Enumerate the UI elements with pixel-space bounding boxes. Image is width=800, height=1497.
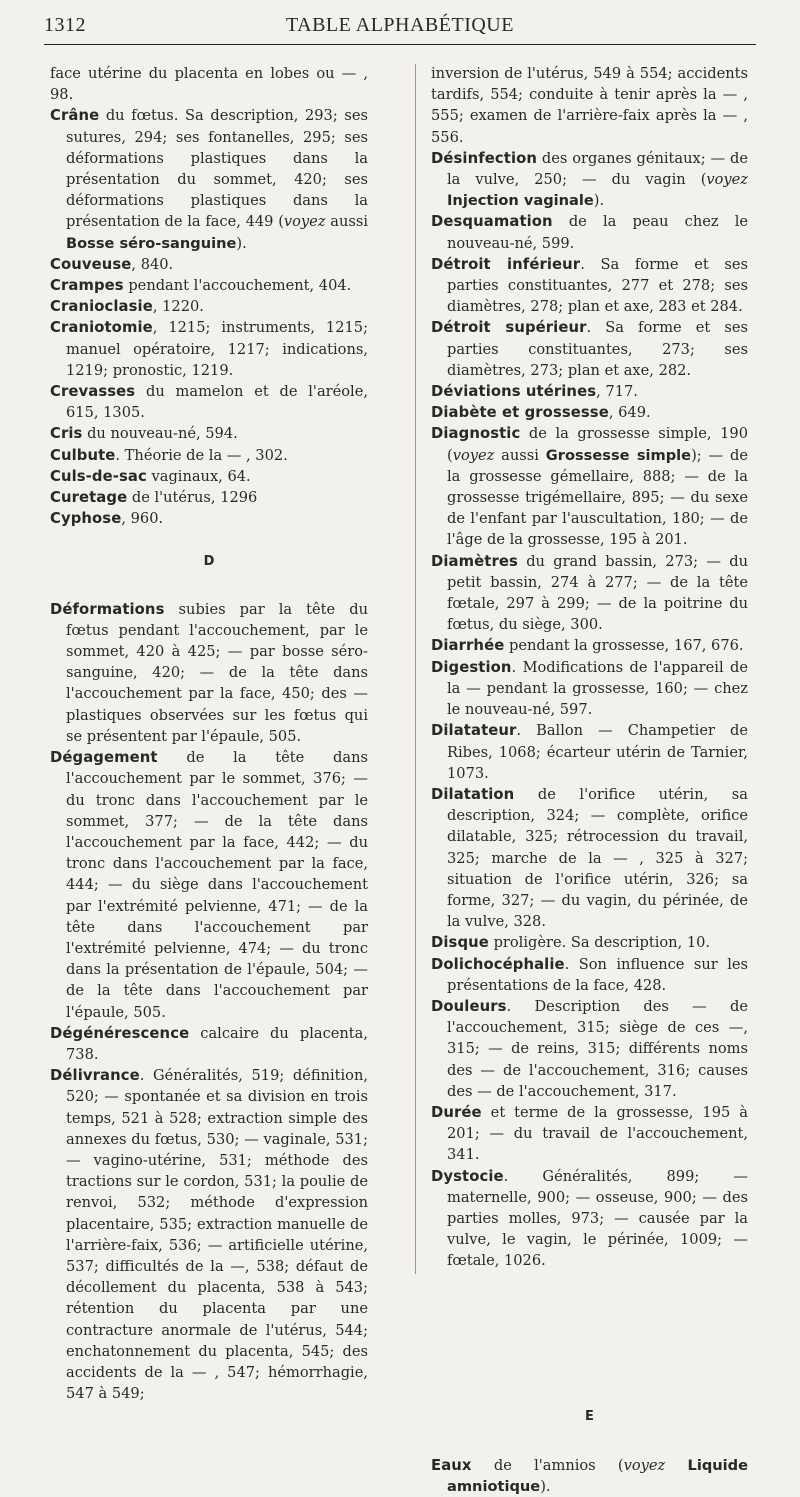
- index-entry: [50, 747, 368, 1023]
- index-entry: [431, 148, 748, 212]
- entry-text: inversion de l'utérus, 549 à 554; accidents tardifs, 554; conduite à tenir après la — , 555; examen de l'arrière-faix après la — , 556.: [431, 65, 748, 146]
- entry-text: ).: [236, 234, 247, 252]
- entry-text: . Sa forme et ses parties constituantes, 277 et 278; ses diamètres, 278; plan et axe, 283 et 284.: [447, 255, 748, 316]
- entry-text: aussi: [494, 446, 546, 464]
- entry-text: aussi: [325, 213, 368, 231]
- entry-text: de l'amnios (: [471, 1456, 624, 1474]
- entry-text: ).: [540, 1477, 551, 1495]
- entry-text: . Son influence sur les présentations de la face, 428.: [447, 955, 748, 994]
- entry-term: Diarrhée: [431, 637, 505, 655]
- entry-term: Douleurs: [431, 997, 507, 1015]
- entry-term: Diabète et grossesse: [431, 404, 609, 422]
- index-entry: [431, 996, 748, 1102]
- entry-text: ).: [593, 192, 605, 210]
- entry-text: subies par la tête du fœtus pendant l'accouchement, par le sommet, 420 à 425; — par bosse séro-sanguine, 420; — de la tête dans l'accouchement par la face, 450; des — plastiques observées sur les fœtus qui se présentent par l'épaule, 505.: [66, 600, 368, 745]
- entry-text: et terme de la grossesse, 195 à 201; — du travail de l'accouchement, 341.: [447, 1103, 748, 1164]
- running-title: TABLE ALPHABÉTIQUE: [286, 14, 514, 36]
- entry-term: Crevasses: [50, 383, 136, 401]
- entry-term: Dilatateur: [431, 722, 517, 740]
- entry-term: Cris: [50, 425, 83, 443]
- entry-term: Disque: [431, 934, 489, 952]
- entry-term: Cranioclasie: [50, 298, 153, 316]
- entry-term: Dilatation: [431, 785, 515, 803]
- entry-text: . Sa forme et ses parties constituantes, 273; ses diamètres, 273; plan et axe, 282.: [447, 319, 748, 379]
- entry-text: . Ballon — Champetier de Ribes, 1068; écarteur utérin de Tarnier, 1073.: [447, 722, 748, 782]
- index-entry: [431, 954, 748, 996]
- index-entry: [50, 317, 368, 381]
- index-entry: [50, 423, 368, 444]
- cross-reference: Grossesse simple: [545, 446, 692, 464]
- entry-text: . Théorie de la — , 302.: [115, 446, 288, 464]
- column-divider: [415, 64, 416, 1274]
- entry-text: du nouveau-né, 594.: [82, 425, 238, 443]
- entry-text: du fœtus. Sa description, 293; ses sutures, 294; ses fontanelles, 295; ses déformations plastiques dans la présentation du sommet, 420; ses déformations plastiques dans la présentation de la face, 449 (: [66, 107, 368, 231]
- entry-text: ); — de la grossesse gémellaire, 888; — de la grossesse trigémellaire, 895; — du sexe de l'enfant par l'auscultation, 180; — de l'âge de la grossesse, 195 à 201.: [447, 446, 748, 549]
- entry-text: . Généralités, 899; — maternelle, 900; — osseuse, 900; — des parties molles, 973; — causée par la vulve, le vagin, le périnée, 1009; — fœtale, 1026.: [447, 1167, 748, 1270]
- entry-term: Craniotomie: [50, 319, 153, 337]
- entry-term: Désinfection: [431, 149, 538, 167]
- entry-text: , 960.: [121, 510, 164, 528]
- index-entry: [431, 381, 748, 402]
- entry-term: Détroit supérieur: [431, 319, 587, 337]
- index-entry: [50, 63, 368, 105]
- entry-text: pendant l'accouchement, 404.: [123, 277, 352, 295]
- left-column: [50, 63, 368, 1404]
- entries-c: [50, 63, 368, 529]
- index-entry: [431, 1102, 748, 1166]
- entry-text: proligère. Sa description, 10.: [488, 934, 711, 952]
- index-entry: [431, 1455, 748, 1497]
- entry-term: Culbute: [50, 446, 116, 464]
- entry-text: , 649.: [608, 404, 651, 422]
- entry-term: Digestion: [431, 658, 512, 676]
- entry-text: calcaire du placenta, 738.: [66, 1024, 368, 1063]
- index-entry: [431, 720, 748, 784]
- index-entry: [431, 317, 748, 381]
- index-entry: [431, 423, 748, 550]
- index-entry: [431, 635, 748, 656]
- entry-term: Crâne: [50, 107, 100, 125]
- entry-text: de la peau chez le nouveau-né, 599.: [447, 213, 748, 252]
- index-entry: [431, 657, 748, 721]
- index-entry: [431, 254, 748, 318]
- index-entry: [431, 1166, 748, 1272]
- cross-reference: Injection vaginale: [447, 192, 594, 210]
- index-entry: [431, 63, 748, 148]
- entry-term: Desquamation: [431, 213, 553, 231]
- entry-term: Durée: [431, 1103, 482, 1121]
- page-number: 1312: [44, 14, 86, 36]
- index-entry: [50, 105, 368, 253]
- index-entry: [50, 487, 368, 508]
- index-entry: [50, 296, 368, 317]
- entry-text: , 717.: [596, 383, 638, 401]
- index-entry: [50, 445, 368, 466]
- entries-d-continued: [431, 63, 748, 1272]
- entry-text: du grand bassin, 273; — du petit bassin, 274 à 277; — de la tête fœtale, 297 à 299; — de la poitrine du fœtus, du siège, 300.: [447, 552, 748, 634]
- entry-text: . Description des — de l'accouchement, 315; siège de ces —, 315; — de reins, 315; différents noms des — de l'accouchement, 316; causes des — de l'accouchement, 317.: [447, 997, 748, 1100]
- entry-term: Crampes: [50, 277, 124, 295]
- index-entry: [50, 1023, 368, 1065]
- voyez-label: voyez: [452, 446, 495, 464]
- entry-term: Dégénérescence: [50, 1024, 190, 1042]
- index-entry: [50, 254, 368, 275]
- entry-text: de la tête dans l'accouchement par le sommet, 376; — du tronc dans l'accouchement par le sommet, 377; — de la tête dans l'accouchement par la face, 442; — du tronc dans l'accouchement par la face, 444; — du siège dans l'accouchement par l'extrémité pelvienne, 471; — de la tête dans l'accouchement par l'extrémité pelvienne, 474; — du tronc dans la présentation de l'épaule, 504; — de la tête dans l'accouchement par l'épaule, 505.: [66, 749, 368, 1021]
- entry-text: pendant la grossesse, 167, 676.: [504, 637, 744, 655]
- entry-text: . Modifications de l'appareil de la — pendant la grossesse, 160; — chez le nouveau-né, 597.: [447, 658, 748, 719]
- entry-term: Délivrance: [50, 1067, 140, 1085]
- page-header: [44, 14, 756, 42]
- entry-term: Diagnostic: [431, 425, 521, 443]
- entry-text: . Généralités, 519; définition, 520; — spontanée et sa division en trois temps, 521 à 528; extraction simple des annexes du fœtus, 530; — vaginale, 531; — vagino-utérine, 531; méthode des tractions sur le cordon, 531; la poulie de renvoi, 532; méthode d'expression placentaire, 535; extraction manuelle de l'arrière-faix, 536; — artificielle utérine, 537; difficultés de la —, 538; défaut de décollement du placenta, 538 à 543; rétention du placenta par une contracture anormale de l'utérus, 544; enchatonnement du placenta, 545; des accidents de la — , 547; hémorrhagie, 547 à 549;: [66, 1067, 368, 1403]
- entry-text: de l'orifice utérin, sa description, 324; — complète, orifice dilatable, 325; rétrocession du travail, 325; marche de la — , 325 à 327; situation de l'orifice utérin, 326; sa forme, 327; — du vagin, du périnée, de la vulve, 328.: [447, 785, 748, 931]
- entries-e: [431, 1455, 748, 1497]
- voyez-label: voyez: [706, 171, 748, 189]
- entry-text: des organes génitaux; — de la vulve, 250; — du vagin (: [447, 149, 748, 189]
- index-entry: [50, 1065, 368, 1404]
- entry-text: , 1215; instruments, 1215; manuel opératoire, 1217; indications, 1219; pronostic, 1219.: [66, 319, 368, 379]
- right-column: [431, 63, 748, 1497]
- entry-text: de la grossesse simple, 190 (: [447, 425, 748, 464]
- cross-reference: Liquide amniotique: [447, 1456, 749, 1495]
- entry-text: , 1220.: [152, 298, 204, 316]
- entry-term: Dolichocéphalie: [431, 955, 565, 973]
- entry-term: Culs-de-sac: [50, 467, 147, 485]
- section-letter-e: E: [585, 1408, 594, 1424]
- cross-reference: Bosse séro-sanguine: [66, 234, 237, 252]
- header-rule: [44, 44, 756, 45]
- index-entry: [431, 784, 748, 932]
- entry-term: Dystocie: [431, 1167, 504, 1185]
- entry-text: de l'utérus, 1296: [127, 489, 258, 507]
- index-entry: [50, 381, 368, 423]
- index-entry: [431, 402, 748, 423]
- entry-text: vaginaux, 64.: [146, 467, 251, 485]
- entry-term: Déformations: [50, 600, 165, 618]
- voyez-label: voyez: [283, 213, 326, 231]
- entry-term: Dégagement: [50, 749, 158, 767]
- section-letter-d: D: [203, 554, 215, 570]
- entry-text: du mamelon et de l'aréole, 615, 1305.: [66, 383, 368, 422]
- entry-term: Diamètres: [431, 552, 518, 570]
- entries-d: [50, 599, 368, 1405]
- entry-term: Cyphose: [50, 510, 122, 528]
- index-entry: [50, 275, 368, 296]
- entry-term: Déviations utérines: [431, 383, 597, 401]
- index-entry: [431, 211, 748, 253]
- entry-term: Détroit inférieur: [431, 255, 581, 273]
- entry-term: Curetage: [50, 489, 128, 507]
- entry-text: face utérine du placenta en lobes ou — , 98.: [50, 65, 368, 104]
- index-entry: [50, 466, 368, 487]
- entry-term: Eaux: [431, 1456, 472, 1474]
- index-entry: [431, 551, 748, 636]
- voyez-label: voyez: [623, 1456, 666, 1474]
- index-entry: [50, 508, 368, 529]
- index-entry: [50, 599, 368, 747]
- entry-term: Couveuse: [50, 255, 132, 273]
- index-entry: [431, 932, 748, 953]
- entry-text: , 840.: [131, 255, 174, 273]
- entry-text: [665, 1457, 687, 1474]
